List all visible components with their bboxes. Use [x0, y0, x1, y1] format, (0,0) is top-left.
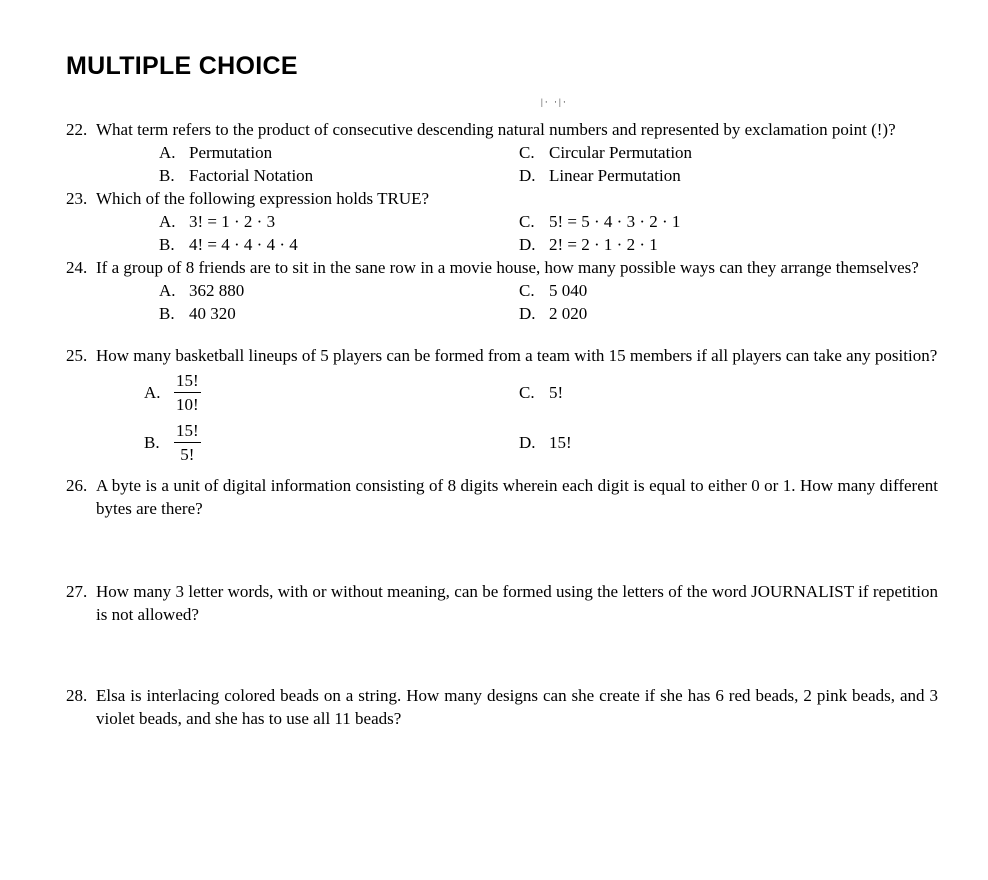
question-number: 27. [66, 582, 88, 601]
option-label: D. [519, 235, 536, 254]
option-label: D. [519, 304, 536, 320]
question-text: A byte is a unit of digital information consisting of 8 digits wherein each digit is equal to either 0 or 1. How many different bytes are there? [96, 476, 938, 518]
option-label: A. [144, 382, 161, 402]
option-text: 2 020 [549, 304, 588, 320]
options-grid [159, 279, 938, 320]
question-stem [66, 187, 938, 210]
question-28 [66, 684, 938, 730]
option-d [519, 164, 938, 187]
question-24 [66, 256, 938, 320]
option-label: B. [159, 166, 175, 185]
option-d [519, 233, 938, 256]
option-a [159, 210, 519, 233]
options-grid [159, 210, 938, 256]
option-label: C. [519, 212, 535, 231]
option-d [519, 433, 938, 453]
question-27 [66, 580, 938, 626]
option-label: B. [159, 235, 175, 254]
options-grid [159, 141, 938, 187]
question-number: 24. [66, 258, 88, 277]
question-number: 28. [66, 686, 88, 705]
question-number: 23. [66, 189, 88, 208]
option-b [159, 233, 519, 256]
option-c [519, 279, 938, 302]
option-text: 5! [549, 382, 564, 402]
option-text: 15! [549, 432, 572, 452]
option-a [159, 141, 519, 164]
options-grid [144, 370, 938, 465]
option-label: C. [519, 281, 535, 300]
option-label: C. [519, 143, 535, 162]
option-text: Linear Permutation [549, 166, 681, 185]
option-text: Permutation [189, 143, 273, 162]
option-c [519, 141, 938, 164]
question-text: Which of the following expression holds TRUE? [96, 189, 430, 208]
option-text: 5 040 [549, 281, 588, 300]
option-text: Circular Permutation [549, 143, 693, 162]
question-26 [66, 474, 938, 520]
question-text: What term refers to the product of consecutive descending natural numbers and represented by exclamation point (!)? [96, 120, 896, 139]
fraction-numerator: 15! [174, 370, 201, 393]
question-text: Elsa is interlacing colored beads on a string. How many designs can she create if she has 6 red beads, 2 pink beads, and 3 violet beads, and she has to use all 11 beads? [96, 686, 938, 728]
option-c [519, 210, 938, 233]
question-number: 22. [66, 120, 88, 139]
fraction-numerator: 15! [174, 420, 201, 443]
option-label: B. [144, 432, 160, 452]
question-stem [66, 684, 938, 730]
question-stem [66, 118, 938, 141]
option-text: 40 320 [189, 304, 236, 320]
option-b [159, 164, 519, 187]
option-a [144, 370, 519, 415]
option-label: A. [159, 281, 176, 300]
fraction-denominator: 5! [180, 445, 195, 464]
option-b [144, 420, 519, 465]
option-text: 5! = 5 · 4 · 3 · 2 · 1 [549, 212, 681, 231]
fraction-denominator: 10! [176, 395, 199, 414]
option-text: 2! = 2 · 1 · 2 · 1 [549, 235, 658, 254]
question-23 [66, 187, 938, 256]
question-text: If a group of 8 friends are to sit in the sane row in a movie house, how many possible ways can they arrange themselves? [96, 258, 919, 277]
option-text: Factorial Notation [189, 166, 314, 185]
question-text: How many 3 letter words, with or without meaning, can be formed using the letters of the word JOURNALIST if repetition is not allowed? [96, 582, 938, 624]
option-label: D. [519, 166, 536, 185]
question-stem [66, 580, 938, 626]
option-label: A. [159, 212, 176, 231]
option-text: 3! = 1 · 2 · 3 [189, 212, 276, 231]
page-title: MULTIPLE CHOICE [66, 52, 298, 80]
cropped-text-artifact: |· ·|· [541, 97, 568, 107]
option-label: C. [519, 382, 535, 402]
option-d [519, 302, 938, 320]
question-list [66, 118, 938, 730]
question-stem [66, 344, 938, 367]
question-stem [66, 474, 938, 520]
option-label: A. [159, 143, 176, 162]
option-text: 4! = 4 · 4 · 4 · 4 [189, 235, 298, 254]
question-text: How many basketball lineups of 5 players can be formed from a team with 15 members if all players can take any position? [96, 346, 938, 365]
question-stem [66, 256, 938, 279]
option-text: 362 880 [189, 281, 245, 300]
question-22 [66, 118, 938, 187]
question-25 [66, 344, 938, 465]
fraction [174, 370, 201, 415]
option-a [159, 279, 519, 302]
option-b [159, 302, 519, 320]
fraction [174, 420, 201, 465]
question-number: 26. [66, 476, 88, 495]
option-label: B. [159, 304, 175, 320]
question-number: 25. [66, 346, 88, 365]
option-label: D. [519, 432, 536, 452]
option-c [519, 383, 938, 403]
